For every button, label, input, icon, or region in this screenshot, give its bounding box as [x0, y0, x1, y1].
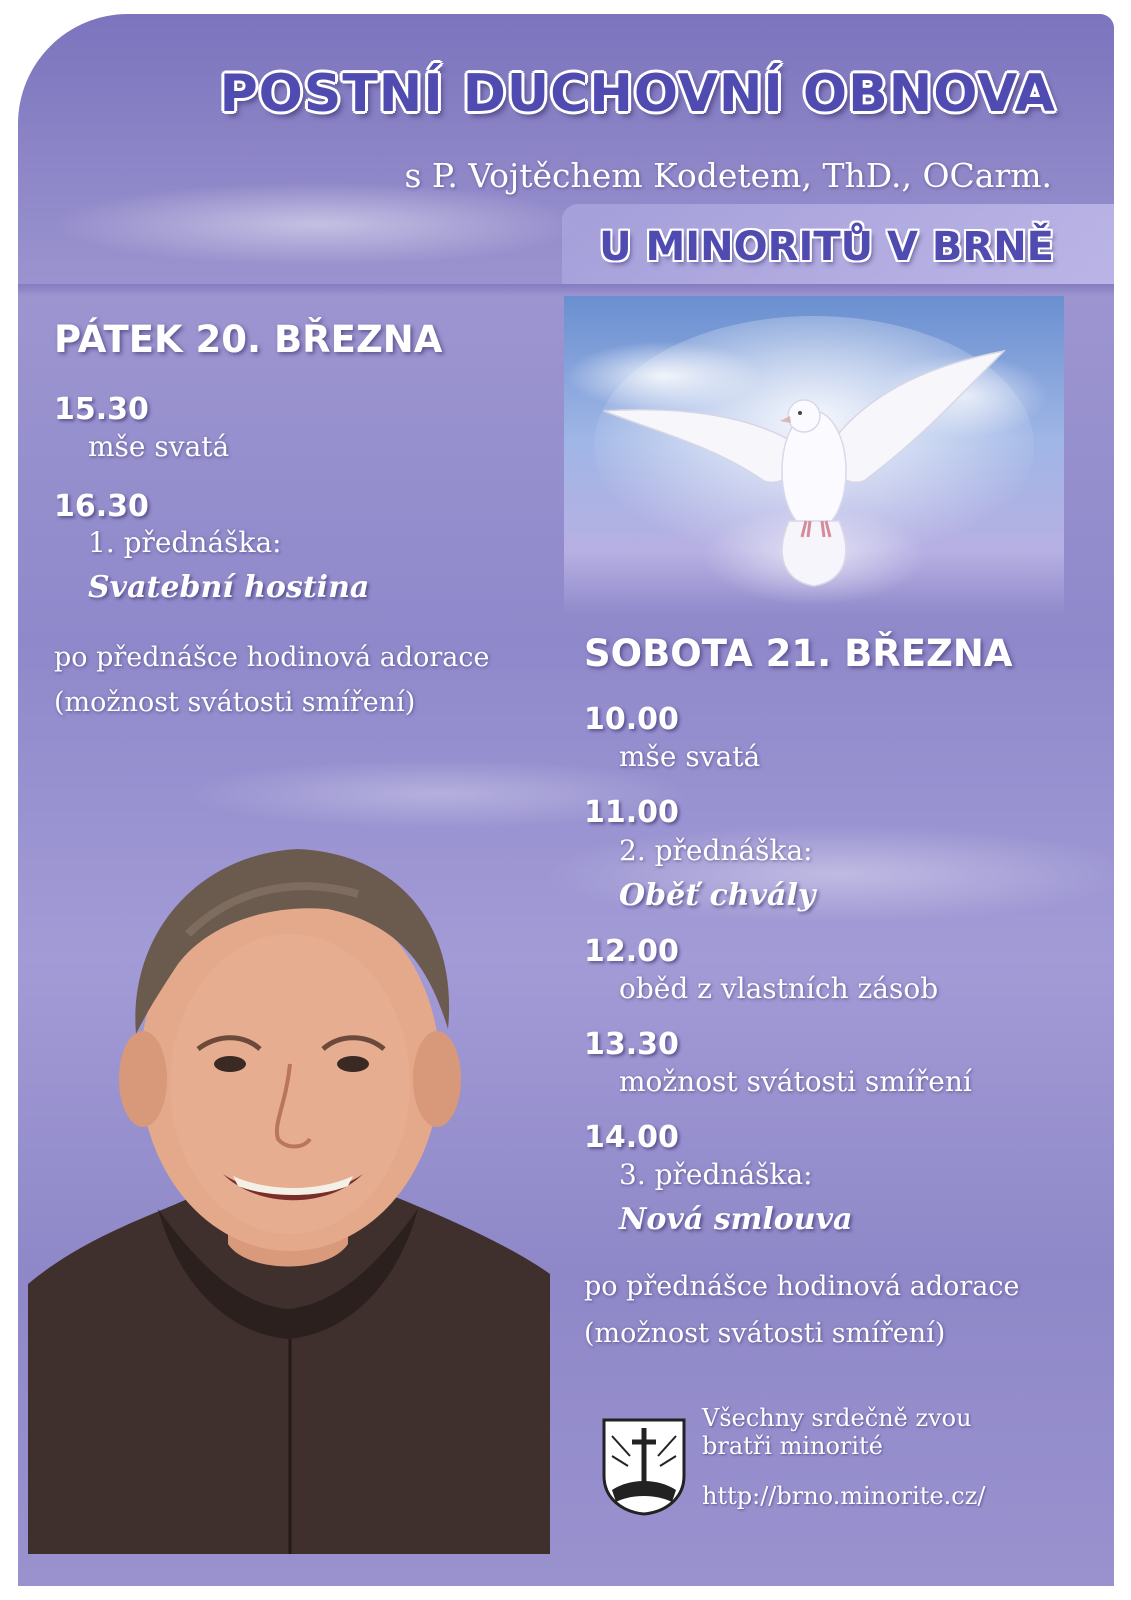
poster [18, 14, 1114, 1586]
dove-icon [564, 296, 1064, 614]
schedule-desc: oběd z vlastních zásob [619, 972, 939, 1005]
footer-invite: Všechny srdečně zvou [702, 1404, 972, 1432]
location-title: U MINORITŮ V BRNĚ [599, 224, 1054, 270]
portrait-icon [28, 814, 550, 1554]
footer-url-link[interactable]: http://brno.minorite.cz/ [702, 1482, 986, 1510]
schedule-desc: možnost svátosti smíření [619, 1065, 972, 1098]
schedule-desc: mše svatá [619, 740, 761, 773]
poster-subtitle: s P. Vojtěchem Kodetem, ThD., OCarm. [404, 156, 1052, 195]
lecture-title: Svatební hostina [88, 570, 370, 605]
portrait-photo [28, 814, 550, 1554]
schedule-desc: 2. přednáška: [619, 834, 813, 867]
adoration-note: po přednášce hodinová adorace [54, 642, 490, 673]
schedule-desc: mše svatá [88, 430, 230, 463]
schedule-desc: 3. přednáška: [619, 1158, 813, 1191]
dove-image [564, 296, 1064, 614]
schedule-time: 13.30 [584, 1027, 679, 1062]
schedule-time: 14.00 [584, 1120, 679, 1155]
schedule-time: 15.30 [54, 392, 149, 427]
schedule-time: 11.00 [584, 795, 679, 830]
schedule-time: 16.30 [54, 489, 149, 524]
lecture-title: Nová smlouva [619, 1202, 853, 1237]
schedule-time: 12.00 [584, 934, 679, 969]
adoration-note: po přednášce hodinová adorace [584, 1271, 1020, 1302]
friday-heading: PÁTEK 20. BŘEZNA [54, 318, 443, 361]
header-divider [18, 284, 1114, 296]
adoration-note: (možnost svátosti smíření) [54, 687, 416, 718]
minorite-crest-icon [600, 1416, 688, 1516]
poster-title: POSTNÍ DUCHOVNÍ OBNOVA [219, 64, 1056, 124]
lecture-title: Oběť chvály [619, 878, 816, 913]
schedule-time: 10.00 [584, 702, 679, 737]
adoration-note: (možnost svátosti smíření) [584, 1318, 946, 1349]
schedule-desc: 1. přednáška: [88, 526, 282, 559]
saturday-heading: SOBOTA 21. BŘEZNA [584, 632, 1013, 675]
footer-invite: bratři minorité [702, 1432, 883, 1460]
